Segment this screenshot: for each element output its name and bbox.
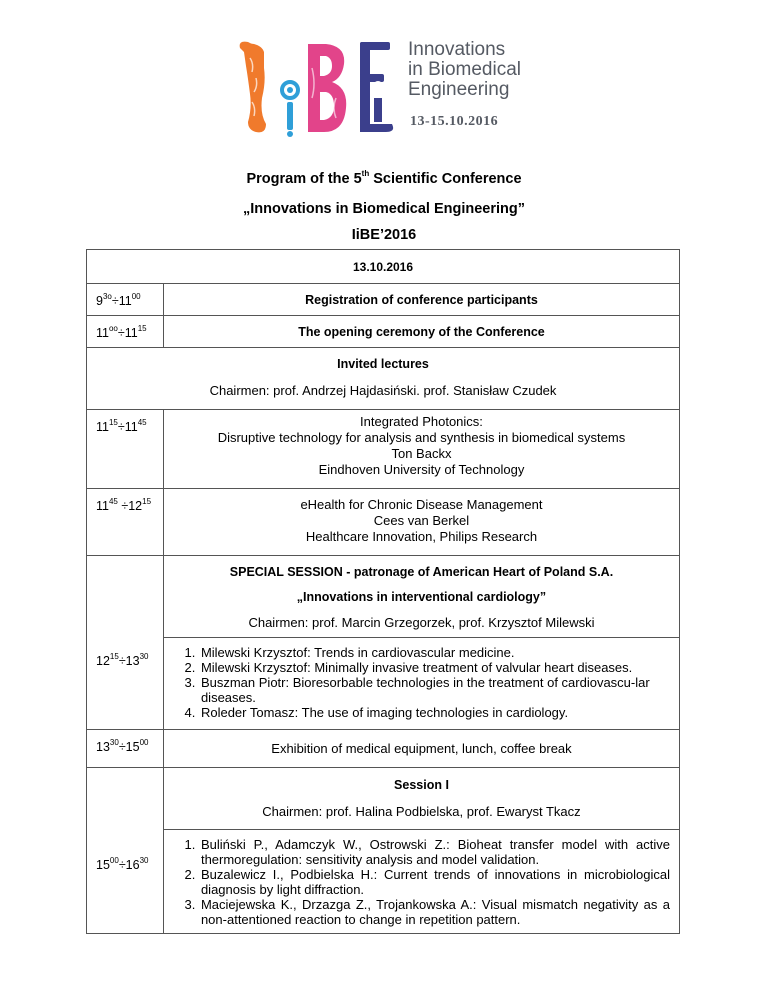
list-item: 1. Buliński P., Adamczyk W., Ostrowski Z.: Bioheat transfer model with active thermoregulation: sensitivity analysis and model validation. [199,837,670,867]
invited-chairmen: Chairmen: prof. Andrzej Hajdasiński. prof. Stanisław Czudek [209,383,557,398]
special-session-subtitle: „Innovations in interventional cardiology” [296,590,547,604]
session1-list [172,837,670,927]
registration-title: Registration of conference participants [163,284,679,316]
invited-title: Invited lectures [337,357,429,371]
table-row [87,830,680,934]
program-title: Program of the 5th Scientific Conference [246,169,522,187]
session1-header-row [87,768,680,830]
table-row [87,489,680,556]
time-cell: $11^{oo}\div 11^{15}$ [87,316,164,348]
time-cell: $9^{3o}\div 11^{00}$ [87,284,164,316]
blue-eye-icon [282,82,298,137]
table-row [87,284,680,316]
program-table [86,249,680,934]
time-cell: $11^{15}\div 11^{45}$ [87,410,164,489]
opening-title: The opening ceremony of the Conference [163,316,679,348]
list-item: 2. Milewski Krzysztof: Minimally invasive treatment of valvular heart diseases. [199,660,671,675]
session1-chairmen: Chairmen: prof. Halina Podbielska, prof. Ewaryst Tkacz [262,804,581,819]
special-session-header-row [87,556,680,638]
list-item: 2. Buzalewicz I., Podbielska H.: Current trends of innovations in microbiological diagnosis by light diffraction. [199,867,670,897]
pink-b-icon [308,44,346,132]
conference-name: „Innovations in Biomedical Engineering” [243,201,525,217]
list-item: 3. Buszman Piotr: Bioresorbable technologies in the treatment of cardiovascu-lar diseases. [199,675,671,705]
day-date: 13.10.2016 [87,250,680,284]
logo-wordmark: Innovations in Biomedical Engineering [408,39,521,100]
navy-prosthesis-icon [360,42,393,132]
table-row [87,410,680,489]
orange-bone-icon [240,42,266,133]
exhibition-title: Exhibition of medical equipment, lunch, coffee break [163,730,679,768]
time-cell: $13^{30}\div 15^{00}$ [87,730,164,768]
invited-header-row [87,348,680,410]
lecture-2: eHealth for Chronic Disease Management Cees van Berkel Healthcare Innovation, Philips Research [163,489,679,556]
list-item: 1. Milewski Krzysztof: Trends in cardiovascular medicine. [199,645,671,660]
day-row [87,250,680,284]
table-row [87,638,680,730]
time-cell: $12^{15}\div 13^{30}$ [87,556,164,730]
time-cell: $15^{00}\div 16^{30}$ [87,768,164,934]
special-session-chairmen: Chairmen: prof. Marcin Grzegorzek, prof. Krzysztof Milewski [248,615,595,630]
special-session-title: SPECIAL SESSION - patronage of American Heart of Poland S.A. [229,565,614,579]
list-item: 3. Maciejewska K., Drzazga Z., Trojankowska A.: Visual mismatch negativity as a non-attentioned reaction to change in repetition pattern. [199,897,670,927]
special-session-list [172,645,671,720]
conference-short-name: IiBE’2016 [351,227,417,243]
table-row [87,316,680,348]
time-cell: $11^{45} \div 12^{15}$ [87,489,164,556]
table-row [87,730,680,768]
session1-title: Session I [394,778,449,792]
lecture-1: Integrated Photonics: Disruptive technology for analysis and synthesis in biomedical systems Ton Backx Eindhoven University of Technology [163,410,679,489]
logo-dates: 13-15.10.2016 [410,114,499,129]
list-item: 4. Roleder Tomasz: The use of imaging technologies in cardiology. [199,705,671,720]
